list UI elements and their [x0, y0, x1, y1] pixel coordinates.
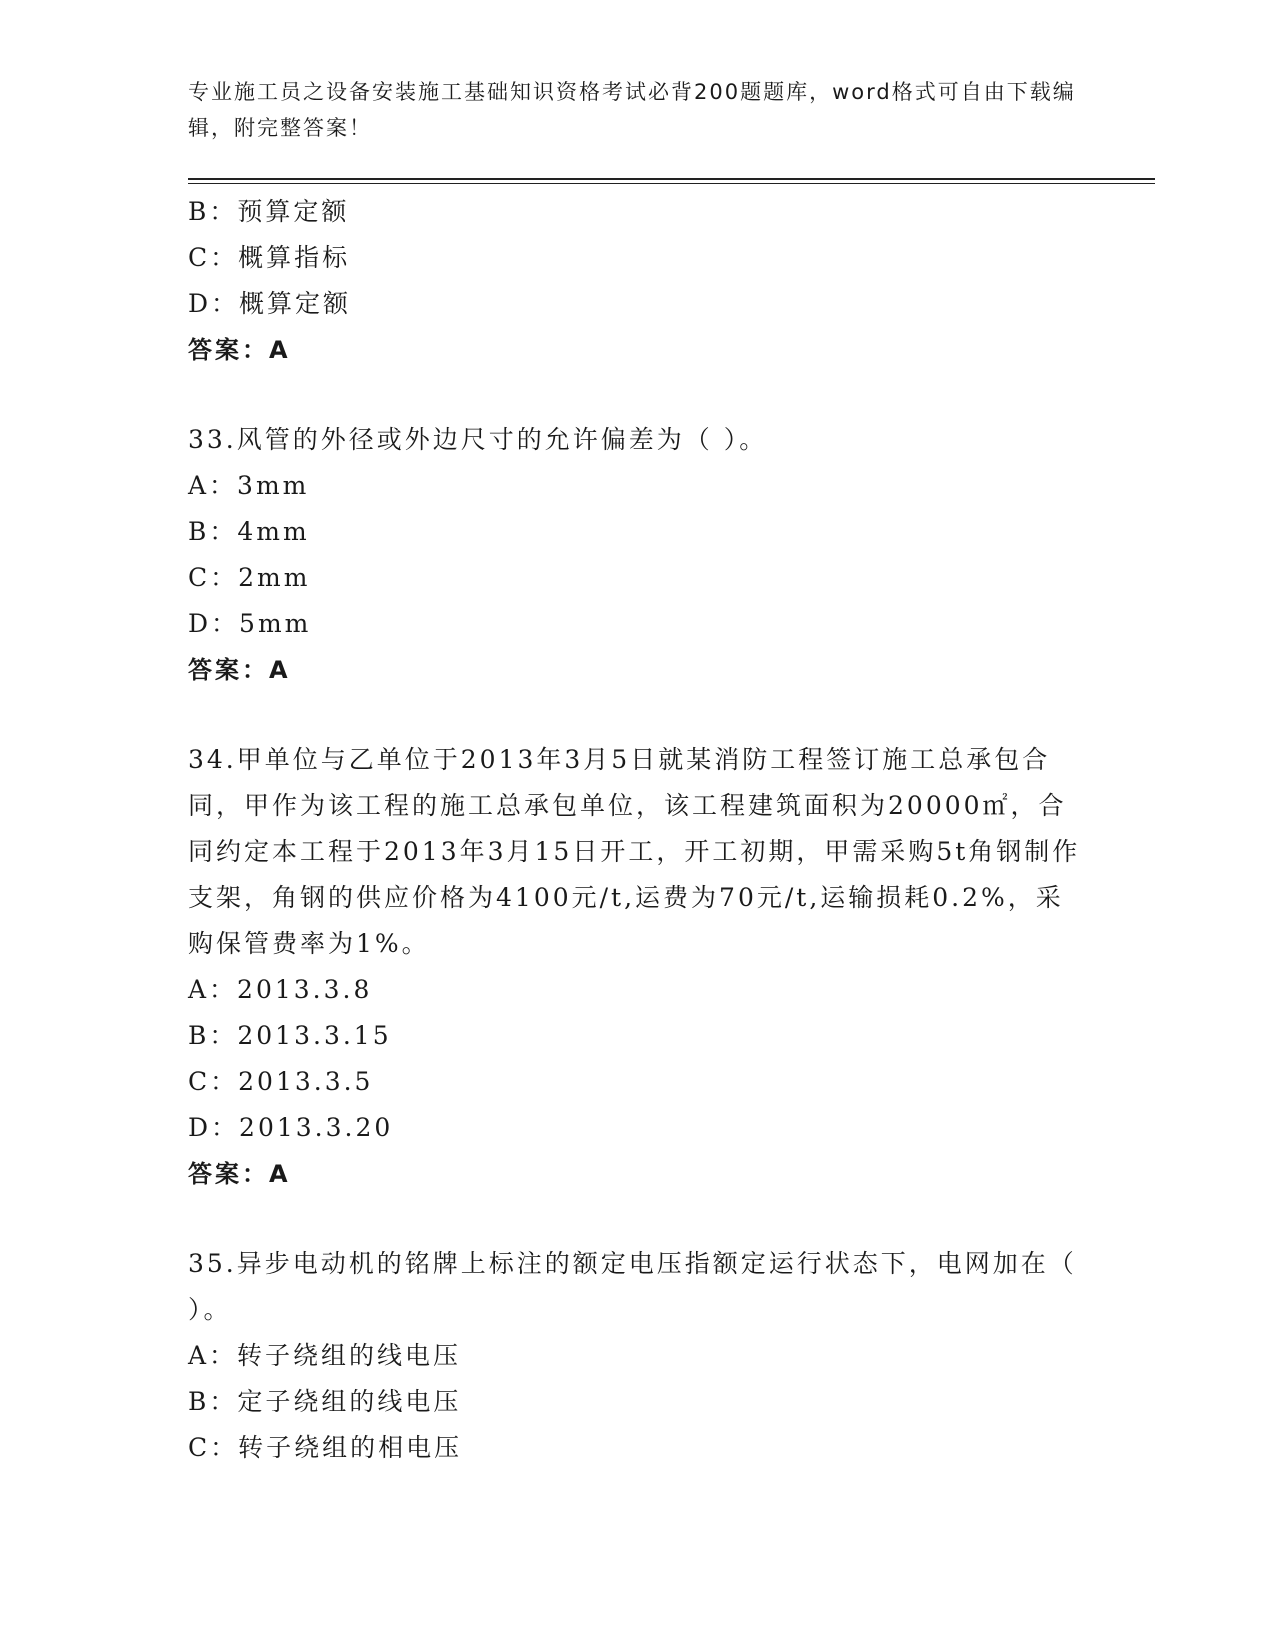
option-b: B：2013.3.15	[188, 1021, 392, 1050]
page-header	[188, 74, 1088, 146]
question-text: 35.异步电动机的铭牌上标注的额定电压指额定运行状态下，电网加在（ ）。	[188, 1249, 1077, 1324]
prev-question-block	[188, 189, 1088, 373]
option-c: C：转子绕组的相电压	[188, 1433, 463, 1462]
answer-line: 答案：A	[188, 336, 291, 364]
answer-line: 答案：A	[188, 1160, 291, 1188]
option-a: A：2013.3.8	[188, 975, 373, 1004]
option-d: D：2013.3.20	[188, 1113, 394, 1142]
question-35	[188, 1241, 1088, 1471]
document-title: 专业施工员之设备安装施工基础知识资格考试必背200题题库，word格式可自由下载编辑，附完整答案！	[188, 80, 1076, 140]
question-text: 34.甲单位与乙单位于2013年3月5日就某消防工程签订施工总承包合同，甲作为该工程的施工总承包单位，该工程建筑面积为20000㎡，合同约定本工程于2013年3月15日开工，开工初期，甲需采购5t角钢制作支架，角钢的供应价格为4100元/t,运费为70元/t,运输损耗0.2%，采购保管费率为1%。	[188, 745, 1081, 958]
option-c: C：2013.3.5	[188, 1067, 374, 1096]
spacer	[188, 373, 1088, 417]
question-34	[188, 737, 1088, 1197]
question-text: 33.风管的外径或外边尺寸的允许偏差为（ ）。	[188, 425, 768, 454]
option-b: B：定子绕组的线电压	[188, 1387, 462, 1416]
option-a: A：转子绕组的线电压	[188, 1341, 462, 1370]
option-d: D：5mm	[188, 609, 312, 638]
option-d: D：概算定额	[188, 289, 352, 318]
spacer	[188, 693, 1088, 737]
option-c: C：2mm	[188, 563, 311, 592]
header-rule-thin	[188, 183, 1155, 184]
option-c: C：概算指标	[188, 243, 351, 272]
answer-line: 答案：A	[188, 656, 291, 684]
header-rule-thick	[188, 178, 1155, 180]
question-list	[188, 189, 1088, 1471]
spacer	[188, 1197, 1088, 1241]
option-b: B：4mm	[188, 517, 310, 546]
question-33	[188, 417, 1088, 693]
option-a: A：3mm	[188, 471, 310, 500]
option-b: B：预算定额	[188, 197, 350, 226]
